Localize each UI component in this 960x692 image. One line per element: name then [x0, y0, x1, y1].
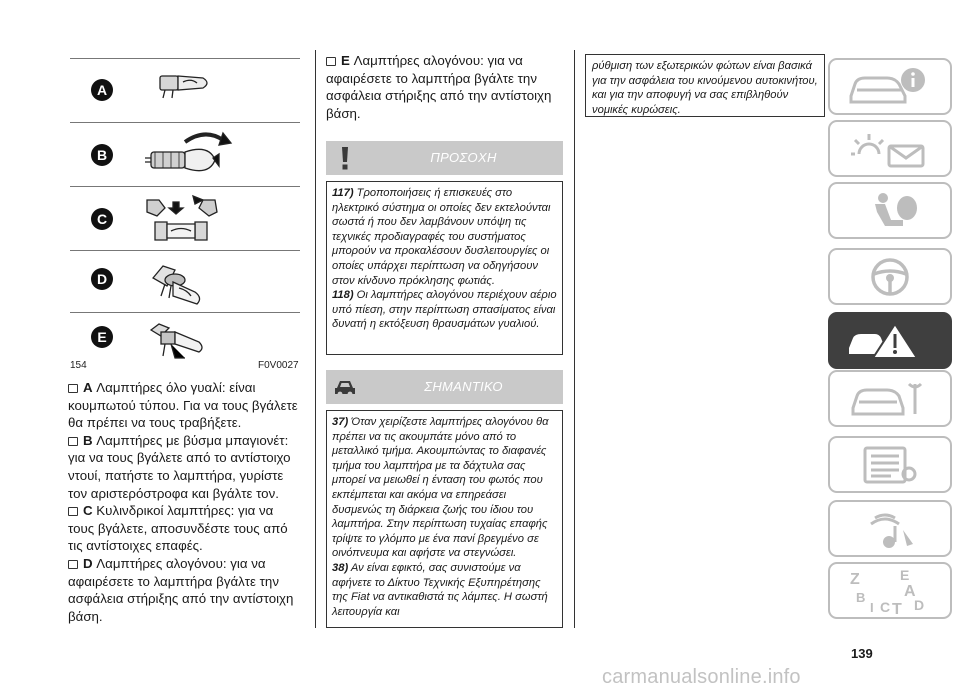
warning-banner: [326, 141, 563, 175]
figure-number: 154: [70, 360, 87, 371]
important-note: 37) Όταν χειρίζεστε λαμπτήρες αλογόνου θα πρέπει να τις ακουμπάτε μόνο από το μεταλλικό τμήμα. Ακουμπώντας το διαφανές τμήμα του λαμπτήρα με τα δάχτυλα σας μπορεί να μειωθεί η ένταση του φωτός που εκπέμπεται και ακόμα να επηρεάσει δυσμενώς τη διάρκεια ζωής του ίδιου του λαμπτήρα. Στην περίπτωση τυχαίας επαφής τρίψτε το γλόμπο με ένα πανί βρεγμένο σε οινόπνευμα και αφήστε να στεγνώσει.: [332, 416, 549, 560]
bulb-item-c: C Κυλινδρικοί λαμπτήρες: για να τους βγάλετε, αποσυνδέστε τους από τις αντίστοιχες επαφές.: [68, 503, 288, 554]
car-warning-triangle-icon: [845, 320, 935, 362]
sun-envelope-icon: [845, 128, 935, 170]
car-info-icon: [845, 66, 935, 108]
index-letter: I: [870, 599, 874, 615]
index-letter: Z: [850, 570, 860, 588]
watermark: carmanualsonline.info: [602, 666, 801, 688]
figure-divider: [70, 186, 300, 187]
tab-specifications[interactable]: [828, 436, 952, 493]
page-number: 139: [851, 646, 873, 661]
index-letter: E: [900, 566, 910, 583]
figure-divider: [70, 122, 300, 123]
tab-maintenance[interactable]: [828, 370, 952, 427]
checkbox-bullet-icon: [68, 507, 78, 516]
alphabet-index-icon: [840, 566, 940, 616]
tab-safety[interactable]: [828, 182, 952, 239]
warning-notes: [326, 181, 563, 355]
index-letter: C: [880, 598, 891, 615]
warning-note: 118) Οι λαμπτήρες αλογόνου περιέχουν αέριο υπό πίεση, στην περίπτωση σπασίματος είναι δυνατή η εκτόξευση θραυσμάτων γυαλιού.: [332, 289, 557, 331]
figure-letter-badge: B: [91, 144, 113, 166]
index-letter: D: [914, 596, 925, 613]
figure-letter-badge: E: [91, 326, 113, 348]
spec-list-icon: [845, 444, 935, 486]
bulb-item-e: E Λαμπτήρες αλογόνου: για να αφαιρέσετε το λαμπτήρα βγάλτε την ασφάλεια στήριξης από την αντίστοιχη βάση.: [326, 53, 552, 121]
bulb-types-text: [68, 379, 302, 625]
figure-code: F0V0027: [258, 360, 299, 371]
figure-divider: [70, 250, 300, 251]
index-letter: T: [892, 600, 902, 616]
halogen-h7-bulb-icon: [145, 256, 295, 312]
checkbox-bullet-icon: [68, 384, 78, 393]
music-note-icon: [845, 508, 935, 550]
car-important-icon: [326, 370, 364, 404]
figure-letter-badge: D: [91, 268, 113, 290]
column-divider: [574, 50, 575, 628]
bulb-item-a: A Λαμπτήρες όλο γυαλί: είναι κουμπωτού τύπου. Για να τους βγάλετε θα πρέπει να τους τραβήξετε.: [68, 380, 298, 431]
figure-row-b: [70, 124, 300, 184]
festoon-bulb-icon: [145, 192, 295, 248]
column-divider: [315, 50, 316, 628]
checkbox-bullet-icon: [326, 57, 336, 66]
important-title: ΣΗΜΑΝΤΙΚΟ: [424, 379, 503, 394]
car-wrench-icon: [845, 378, 935, 420]
figure-divider: [70, 58, 300, 59]
figure-letter-badge: C: [91, 208, 113, 230]
capless-glass-bulb-icon: [145, 64, 295, 118]
figure-row-a: [70, 60, 300, 120]
halogen-h1-bulb-icon: [145, 318, 295, 366]
important-notes: [326, 410, 563, 628]
tab-index[interactable]: [828, 562, 952, 619]
figure-row-c: [70, 188, 300, 248]
important-note-continuation: ρύθμιση των εξωτερικών φώτων είναι βασικά για την ασφάλεια του κινούμενου αυτοκινήτου, και για την αποφυγή να σας επιβληθούν νομικές κυρώσεις.: [585, 54, 825, 117]
important-banner: [326, 370, 563, 404]
tab-lights-messages[interactable]: [828, 120, 952, 177]
checkbox-bullet-icon: [68, 437, 78, 446]
index-letter: A: [904, 582, 916, 600]
seat-airbag-icon: [845, 190, 935, 232]
warning-title: ΠΡΟΣΟΧΗ: [430, 150, 497, 165]
tab-car-info[interactable]: [828, 58, 952, 115]
figure-row-d: [70, 252, 300, 312]
bulb-item-d: D Λαμπτήρες αλογόνου: για να αφαιρέσετε το λαμπτήρα βγάλτε την ασφάλεια στήριξης από την αντίστοιχη βάση.: [68, 555, 294, 624]
warning-exclamation-icon: [326, 141, 364, 175]
bayonet-bulb-icon: [145, 128, 295, 184]
bulb-item-b: B Λαμπτήρες με βύσμα μπαγιονέτ: για να τους βγάλετε από το αντίστοιχο ντουί, πατήστε το λαμπτήρα, γυρίστε τον αριστερόστροφα και βγάλτε τον.: [68, 432, 291, 501]
index-letter: B: [856, 589, 866, 605]
warning-note: 117) Τροποποιήσεις ή επισκευές στο ηλεκτρικό σύστημα οι οποίες δεν εκτελούνται σωστά ή που δεν λαμβάνουν υπόψη τις τεχνικές προδιαγραφές του συστήματος μπορούν να προκαλέσουν δυσλειτουργίες οι οποίες υπάρχει περίπτωση να οδηγήσουν στον κίνδυνο πρόκλησης φωτιάς.: [332, 187, 551, 287]
figure-divider: [70, 312, 300, 313]
tab-driving[interactable]: [828, 248, 952, 305]
important-note: 38) Αν είναι εφικτό, σας συνιστούμε να αφήνετε το Δίκτυο Τεχνικής Εξυπηρέτησης της Fiat να αντικαθιστά τις λάμπες. Η σωστή λειτουργία και: [332, 561, 548, 618]
checkbox-bullet-icon: [68, 560, 78, 569]
steering-wheel-icon: [845, 256, 935, 298]
figure-letter-badge: A: [91, 79, 113, 101]
tab-emergency[interactable]: [828, 312, 952, 369]
tab-multimedia[interactable]: [828, 500, 952, 557]
